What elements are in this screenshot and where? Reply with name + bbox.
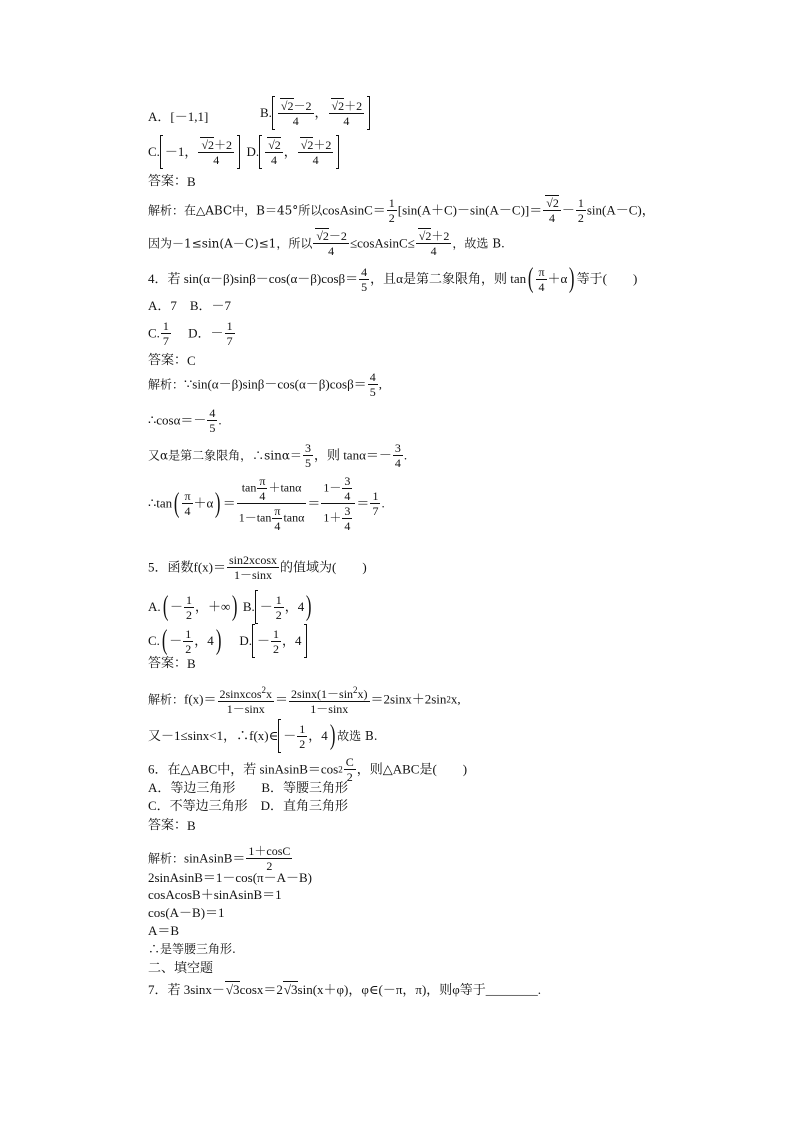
q4-options-ab: A．7 B．－7	[148, 298, 232, 313]
q4-solution-line3: 又α是第二象限角，∴sinα＝ $\frac{3}{5}$ ，则 tanα＝－ $\frac{3}{4}$ .	[148, 441, 408, 470]
q4-solution-line1: 解析：∵sin(α－β)sinβ－cos(α－β)cosβ＝ $\frac{4}{5}$ ,	[148, 370, 382, 399]
q3-option-b: B. $\frac{√2-2}{4}$ ， $\frac{√2+2}{4}$	[260, 96, 370, 130]
q6-answer: 答案：B	[148, 818, 196, 834]
q3-options-ab	[148, 108, 208, 125]
q4-answer: 答案：C	[148, 353, 196, 369]
q6-solution-line6: ∴是等腰三角形.	[148, 942, 236, 956]
q3-options-cd: C. －1， $\frac{√2+2}{4}$ D. $\frac{√2}{4}$ ， $\frac{√2+2}{4}$	[148, 135, 339, 169]
q4-options-cd: C. $\frac{1}{7}$ D．－ $\frac{1}{7}$	[148, 319, 233, 348]
q5-solution-line1: 解析：f(x)＝ $\frac{2sinxcos^2x}{1-\sin x}$ ＝ $\frac{2\sin x(1-\sin^2x)}{1-\sin x}$ ＝2sinx＋2sin2x,	[148, 685, 461, 716]
q6-solution-line3: cosAcosB＋sinAsinB＝1	[148, 887, 282, 902]
q3-solution-line1: 解析：在△ABC中，B＝45°所以cosAsinC＝ $\frac{1}{2}$ [sin(A＋C)－sin(A－C)]＝ $\frac{√2}{4}$ － $\frac{1}{2}$ sin(A－C)，	[148, 196, 655, 225]
q6-options-ab: A．等边三角形 B．等腰三角形	[148, 780, 349, 795]
q6-options-cd: C．不等边三角形 D．直角三角形	[148, 798, 349, 813]
q3-answer: 答案：B	[148, 174, 196, 190]
q4-solution-line4: ∴tan( $\frac{\pi}{4}$ ＋α) ＝ tan $\frac{\pi}{4}$ ＋tanα 1－tan $\frac{\pi}{4}$ tanα ＝ 1－ $\frac{3}{4}$ 1＋ $\frac{3}{4}$ ＝ $\frac{1}{7}$ .	[148, 474, 385, 533]
option-a-label: A．	[148, 109, 171, 125]
q5-options-ab: A.( － $\frac{1}{2}$ ，＋∞) B. － $\frac{1}{2}$ ，4)	[148, 591, 312, 622]
q5-solution-line2: 又－1≤sinx<1，∴f(x)∈ － $\frac{1}{2}$ ，4) 故选 B.	[148, 720, 378, 751]
q6-solution-line5: A＝B	[148, 923, 180, 938]
q6-solution-line4: cos(A－B)＝1	[148, 905, 225, 920]
q5-options-cd: C.( － $\frac{1}{2}$ ，4) D. － $\frac{1}{2}$ ，4	[148, 624, 307, 658]
q5-answer: 答案：B	[148, 656, 196, 672]
q6-solution-line2: 2sinAsinB＝1－cos(π－A－B)	[148, 870, 313, 885]
q7-stem: 7．若 3sinx－√3cosx＝2√3sin(x＋φ)，φ∈(－π，π)，则φ等于________.	[148, 982, 542, 998]
q4-stem: 4．若 sin(α－β)sinβ－cos(α－β)cosβ＝ $\frac{4}{5}$ ，且α是第二象限角，则 tan( $\frac{\pi}{4}$ ＋α) 等于( )	[148, 263, 638, 294]
q6-stem: 6．在△ABC中，若 sinAsinB＝cos2 $\frac{C}{2}$ ，则△ABC是( )	[148, 755, 468, 784]
q6-solution-line1: 解析：sinAsinB＝ $\frac{1+\cos C}{2}$	[148, 844, 291, 873]
section-heading: 二、填空题	[148, 960, 214, 975]
q4-solution-line2: ∴cosα＝－ $\frac{4}{5}$ .	[148, 406, 222, 435]
option-a-value: [－1,1]	[170, 109, 209, 125]
q5-stem: 5．函数f(x)＝ $\frac{\sin 2xcosx}{1-\sin x}$ 的值域为( )	[148, 553, 367, 582]
q3-solution-line2: 因为－1≤sin(A－C)≤1，所以 $\frac{√2-2}{4}$ ≤cosAsinC≤ $\frac{√2+2}{4}$ ，故选 B.	[148, 229, 505, 258]
